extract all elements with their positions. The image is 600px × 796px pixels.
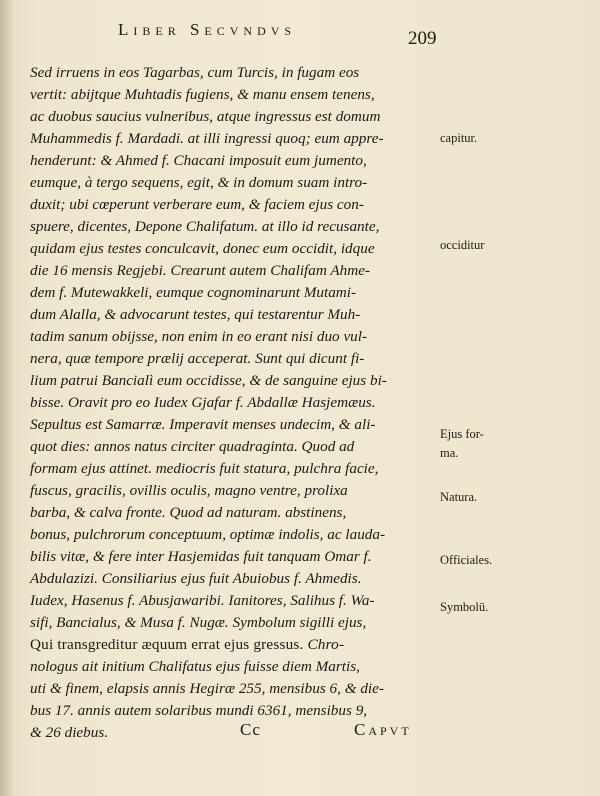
- margin-note-occiditur: occiditur: [440, 238, 485, 252]
- text-line: nera, quæ tempore prælij acceperat. Sunt qui dicunt fi-: [30, 350, 365, 367]
- motto-continuation: Chro-: [303, 636, 345, 653]
- text-line: formam ejus attinet. mediocris fuit statura, pulchra facie,: [30, 460, 379, 477]
- text-line: bus 17. annis autem solaribus mundi 6361, mensibus 9,: [30, 702, 368, 719]
- running-title: Liber Secvndvs: [118, 20, 297, 39]
- text-line: Iudex, Hasenus f. Abusjawaribi. Ianitores, Salihus f. Wa-: [30, 592, 375, 609]
- text-line: lium patrui Bancialì eum occidisse, & de sanguine ejus bi-: [30, 372, 387, 389]
- signature-mark: Cc: [240, 720, 261, 739]
- text-line: Abdulazizi. Consiliarius ejus fuit Abuiobus f. Ahmedis.: [30, 570, 362, 587]
- text-line: bisse. Oravit pro eo Iudex Gjafar f. Abdallæ Hasjemæus.: [30, 394, 376, 411]
- text-line: barba, & calva fronte. Quod ad naturam. abstinens,: [30, 504, 347, 521]
- page-number: 209: [408, 28, 437, 49]
- margin-note-ejus-forma-cont: ma.: [440, 446, 459, 460]
- text-line: tadim sanum obijsse, non enim in eo erant nisi duo vul-: [30, 328, 368, 345]
- text-line: Sed irruens in eos Tagarbas, cum Turcis, in fugam eos: [30, 64, 360, 81]
- text-line: ac duobus saucius vulneribus, atque ingressus est domum: [30, 108, 381, 125]
- text-line: dem f. Mutewakkeli, eumque cognominarunt Mutami-: [30, 284, 357, 301]
- margin-note-officiales: Officiales.: [440, 553, 493, 567]
- margin-note-ejus-forma: Ejus for-: [440, 427, 484, 441]
- motto-upright: Qui transgreditur æquum errat ejus gressus.: [30, 636, 304, 653]
- text-line: nologus ait initium Chalifatus ejus fuisse diem Martis,: [30, 658, 360, 675]
- text-line: & 26 diebus.: [30, 724, 109, 741]
- text-line: bilis vitæ, & fere inter Hasjemidas fuit tanquam Omar f.: [30, 548, 372, 565]
- margin-note-natura: Natura.: [440, 490, 478, 504]
- text-line: bonus, pulchrorum conceptuum, optimæ indolis, ac lauda-: [30, 526, 386, 543]
- text-line: henderunt: & Ahmed f. Chacani imposuit eum jumento,: [30, 152, 367, 169]
- text-line: die 16 mensis Regjebi. Crearunt autem Chalifam Ahme-: [30, 262, 370, 279]
- margin-note-symbolum: Symbolū.: [440, 600, 489, 614]
- text-line: Muhammedis f. Mardadi. at illi ingressi quoq; eum appre-: [30, 130, 384, 147]
- text-line: fuscus, gracilis, ovillis oculis, magno ventre, prolixa: [30, 482, 348, 499]
- text-line: uti & finem, elapsis annis Hegiræ 255, mensibus 6, & die-: [30, 680, 384, 697]
- text-line: vertit: abijtque Muhtadis fugiens, & manu ensem tenens,: [30, 86, 375, 103]
- text-line: duxit; ubi cœperunt verberare eum, & faciem ejus con-: [30, 196, 364, 213]
- margin-note-capitur: capitur.: [440, 131, 478, 145]
- catchword: Capvt: [354, 720, 412, 739]
- text-line: quot dies: annos natus circiter quadraginta. Quod ad: [30, 438, 355, 455]
- text-line: sifi, Bancialus, & Musa f. Nugæ. Symbolum sigilli ejus,: [30, 614, 367, 631]
- text-line: eumque, à tergo sequens, egit, & in domum suam intro-: [30, 174, 368, 191]
- main-text-block: [30, 62, 442, 744]
- text-line: spuere, dicentes, Depone Chalifatum. at illo id recusante,: [30, 218, 380, 235]
- text-line: Sepultus est Samarræ. Imperavit menses undecim, & ali-: [30, 416, 376, 433]
- text-line: dum Alalla, & advocarunt testes, qui testarentur Muh-: [30, 306, 361, 323]
- symbol-motto-line: [30, 634, 442, 656]
- text-line: quidam ejus testes conculcavit, donec eum occidit, idque: [30, 240, 375, 257]
- spine-shadow: [0, 0, 14, 796]
